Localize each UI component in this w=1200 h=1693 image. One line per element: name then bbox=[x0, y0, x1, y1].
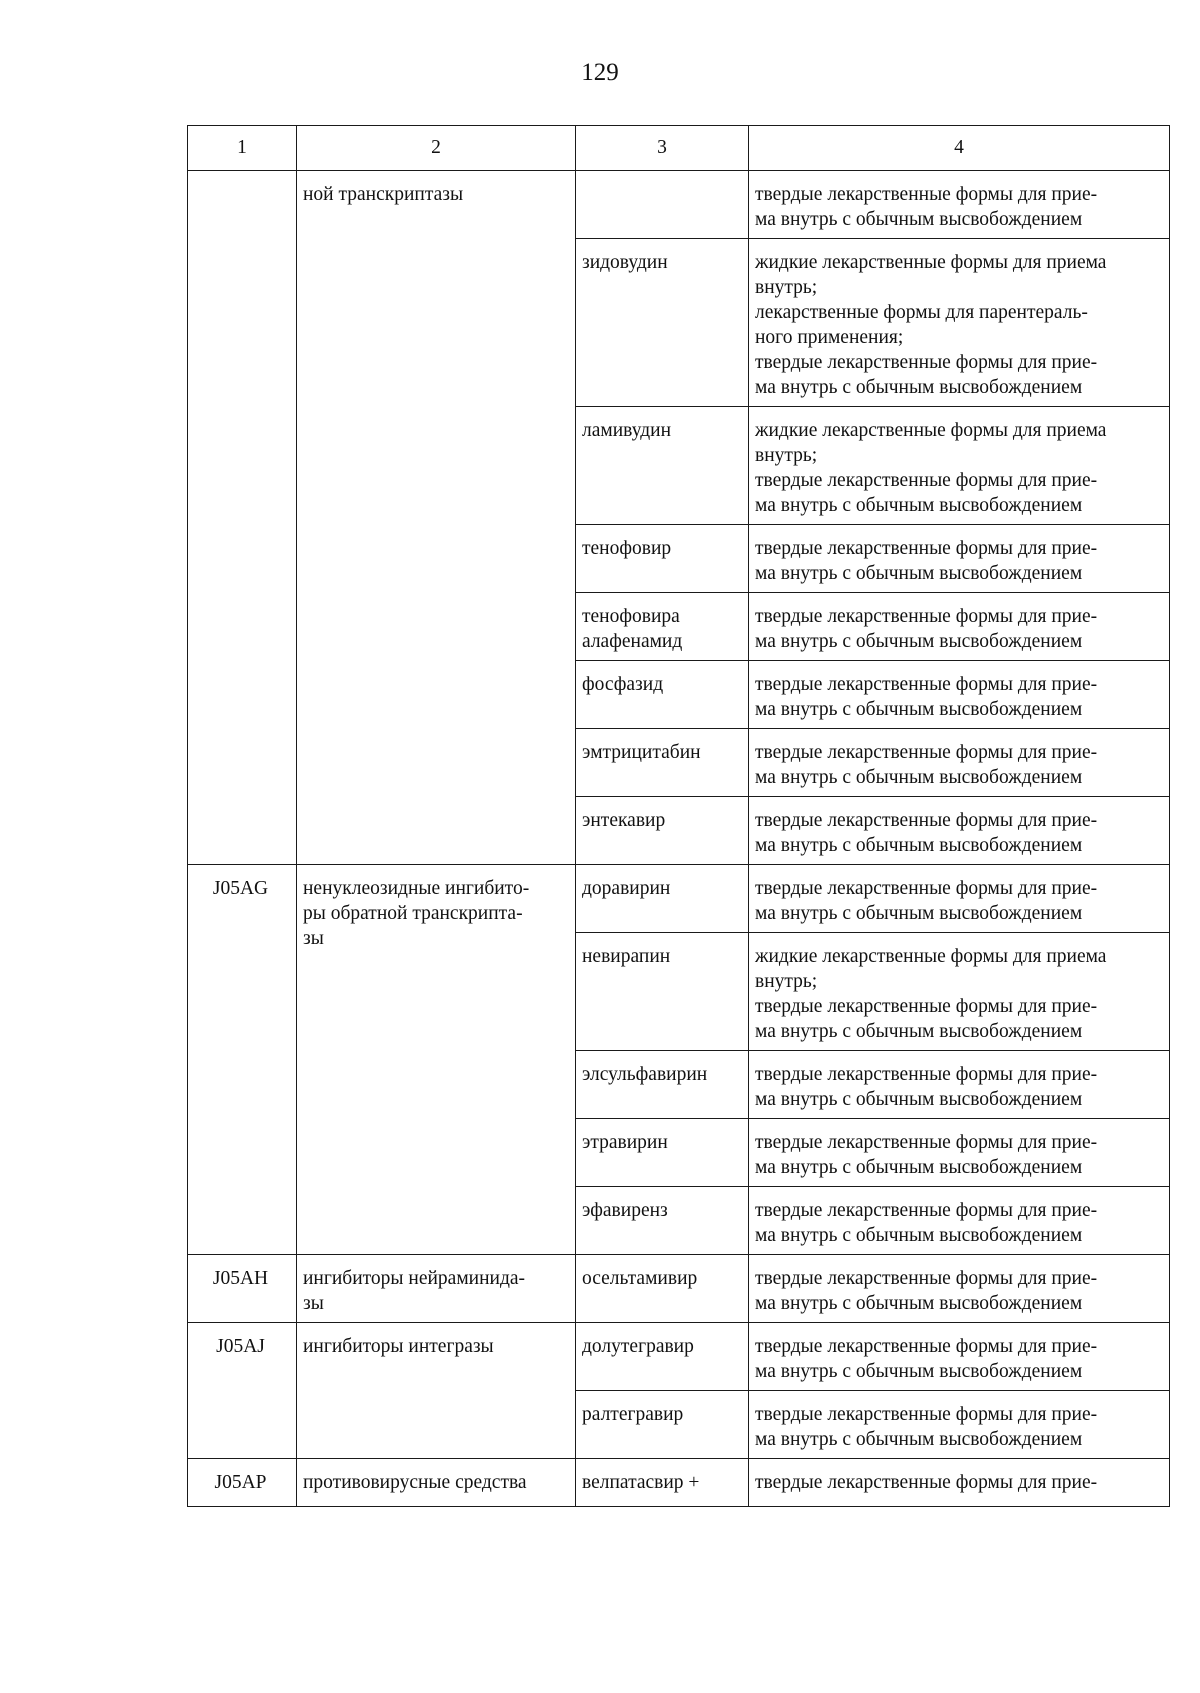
drug-name-line: невирапин bbox=[582, 946, 671, 967]
page-number: 129 bbox=[581, 59, 619, 86]
dosage-form-line: ма внутрь с обычным высвобождением bbox=[755, 495, 1083, 516]
group-name-line: ингибиторы нейраминида- bbox=[303, 1268, 526, 1289]
drug-name-cell bbox=[576, 797, 749, 865]
dosage-form-line: твердые лекарственные формы для прие- bbox=[755, 996, 1098, 1017]
group-name-line: ной транскриптазы bbox=[303, 184, 464, 205]
group-name-line: противовирусные средства bbox=[303, 1472, 527, 1493]
dosage-form-line: ного применения; bbox=[755, 327, 904, 348]
drug-name-cell bbox=[576, 729, 749, 797]
table-row bbox=[188, 1323, 1170, 1391]
drug-name-line: энтекавир bbox=[582, 810, 666, 831]
group-name-cell bbox=[297, 1323, 576, 1459]
group-name-line: зы bbox=[303, 1293, 324, 1314]
dosage-form-line: ма внутрь с обычным высвобождением bbox=[755, 1021, 1083, 1042]
dosage-form-line: жидкие лекарственные формы для приема bbox=[755, 420, 1107, 441]
dosage-form-line: ма внутрь с обычным высвобождением bbox=[755, 1293, 1083, 1314]
dosage-form-line: твердые лекарственные формы для прие- bbox=[755, 742, 1098, 763]
dosage-form-line: ма внутрь с обычным высвобождением bbox=[755, 1361, 1083, 1382]
drug-name-line: доравирин bbox=[582, 878, 671, 899]
drug-name-line: эфавиренз bbox=[582, 1200, 668, 1221]
dosage-form-line: твердые лекарственные формы для прие- bbox=[755, 674, 1098, 695]
drug-name-cell bbox=[576, 1391, 749, 1459]
table-row bbox=[188, 865, 1170, 933]
drug-name-cell bbox=[576, 407, 749, 525]
dosage-form-line: ма внутрь с обычным высвобождением bbox=[755, 1089, 1083, 1110]
drug-name-cell bbox=[576, 1323, 749, 1391]
group-name-cell bbox=[297, 1255, 576, 1323]
dosage-form-line: ма внутрь с обычным высвобождением bbox=[755, 1157, 1083, 1178]
dosage-forms-cell bbox=[749, 1459, 1170, 1507]
dosage-forms-cell bbox=[749, 407, 1170, 525]
dosage-form-line: ма внутрь с обычным высвобождением bbox=[755, 767, 1083, 788]
group-name-line: ингибиторы интегразы bbox=[303, 1336, 494, 1357]
dosage-form-line: ма внутрь с обычным высвобождением bbox=[755, 903, 1083, 924]
drug-name-cell bbox=[576, 239, 749, 407]
dosage-forms-cell bbox=[749, 593, 1170, 661]
header-col-3: 3 bbox=[576, 126, 749, 171]
dosage-form-line: твердые лекарственные формы для прие- bbox=[755, 1200, 1098, 1221]
dosage-form-line: внутрь; bbox=[755, 445, 818, 466]
dosage-form-line: жидкие лекарственные формы для приема bbox=[755, 252, 1107, 273]
dosage-forms-cell bbox=[749, 1255, 1170, 1323]
drug-name-line: осельтамивир bbox=[582, 1268, 698, 1289]
dosage-forms-cell bbox=[749, 865, 1170, 933]
dosage-form-line: внутрь; bbox=[755, 971, 818, 992]
atc-code-cell bbox=[188, 171, 297, 865]
table-row bbox=[188, 1459, 1170, 1507]
atc-code-cell: J05AJ bbox=[188, 1323, 297, 1459]
dosage-forms-cell bbox=[749, 933, 1170, 1051]
drug-name-line: тенофовир bbox=[582, 538, 672, 559]
drug-name-cell bbox=[576, 1051, 749, 1119]
drug-name-line: зидовудин bbox=[582, 252, 668, 273]
dosage-form-line: твердые лекарственные формы для прие- bbox=[755, 1268, 1098, 1289]
dosage-forms-cell bbox=[749, 239, 1170, 407]
header-col-4: 4 bbox=[749, 126, 1170, 171]
dosage-forms-cell bbox=[749, 1119, 1170, 1187]
drug-name-cell bbox=[576, 1255, 749, 1323]
dosage-form-line: твердые лекарственные формы для прие- bbox=[755, 1064, 1098, 1085]
drug-name-cell bbox=[576, 1459, 749, 1507]
drug-name-line: ламивудин bbox=[582, 420, 672, 441]
dosage-forms-cell bbox=[749, 1391, 1170, 1459]
dosage-form-line: внутрь; bbox=[755, 277, 818, 298]
drug-table bbox=[187, 125, 1170, 1507]
dosage-form-line: твердые лекарственные формы для прие- bbox=[755, 606, 1098, 627]
drug-name-cell bbox=[576, 1119, 749, 1187]
header-col-1: 1 bbox=[188, 126, 297, 171]
drug-name-line: фосфазид bbox=[582, 674, 664, 695]
drug-name-line: тенофовира bbox=[582, 606, 680, 627]
dosage-form-line: твердые лекарственные формы для прие- bbox=[755, 538, 1098, 559]
dosage-form-line: ма внутрь с обычным высвобождением bbox=[755, 835, 1083, 856]
dosage-form-line: твердые лекарственные формы для прие- bbox=[755, 810, 1098, 831]
drug-name-line: велпатасвир + bbox=[582, 1472, 700, 1493]
header-col-2: 2 bbox=[297, 126, 576, 171]
dosage-forms-cell bbox=[749, 1187, 1170, 1255]
drug-name-line: долутегравир bbox=[582, 1336, 694, 1357]
dosage-form-line: ма внутрь с обычным высвобождением bbox=[755, 377, 1083, 398]
dosage-form-line: твердые лекарственные формы для прие- bbox=[755, 1336, 1098, 1357]
dosage-form-line: твердые лекарственные формы для прие- bbox=[755, 352, 1098, 373]
group-name-cell bbox=[297, 865, 576, 1255]
dosage-form-line: ма внутрь с обычным высвобождением bbox=[755, 1429, 1083, 1450]
drug-name-line: эмтрицитабин bbox=[582, 742, 701, 763]
dosage-form-line: ма внутрь с обычным высвобождением bbox=[755, 563, 1083, 584]
atc-code-cell: J05AG bbox=[188, 865, 297, 1255]
dosage-form-line: ма внутрь с обычным высвобождением bbox=[755, 1225, 1083, 1246]
dosage-forms-cell bbox=[749, 1051, 1170, 1119]
group-name-line: зы bbox=[303, 928, 324, 949]
dosage-forms-cell bbox=[749, 661, 1170, 729]
dosage-form-line: лекарственные формы для парентераль- bbox=[755, 302, 1088, 323]
drug-name-line: ралтегравир bbox=[582, 1404, 684, 1425]
table-row bbox=[188, 1255, 1170, 1323]
dosage-forms-cell bbox=[749, 525, 1170, 593]
dosage-form-line: твердые лекарственные формы для прие- bbox=[755, 1472, 1098, 1493]
group-name-line: ненуклеозидные ингибито- bbox=[303, 878, 530, 899]
drug-name-cell bbox=[576, 1187, 749, 1255]
dosage-form-line: твердые лекарственные формы для прие- bbox=[755, 470, 1098, 491]
dosage-form-line: твердые лекарственные формы для прие- bbox=[755, 878, 1098, 899]
dosage-forms-cell bbox=[749, 1323, 1170, 1391]
header-row bbox=[188, 126, 1170, 171]
dosage-forms-cell bbox=[749, 171, 1170, 239]
dosage-form-line: ма внутрь с обычным высвобождением bbox=[755, 209, 1083, 230]
dosage-form-line: твердые лекарственные формы для прие- bbox=[755, 184, 1098, 205]
drug-name-cell bbox=[576, 865, 749, 933]
dosage-forms-cell bbox=[749, 729, 1170, 797]
drug-name-cell bbox=[576, 593, 749, 661]
table-body bbox=[188, 171, 1170, 1507]
drug-name-cell bbox=[576, 525, 749, 593]
dosage-form-line: твердые лекарственные формы для прие- bbox=[755, 1404, 1098, 1425]
table-row bbox=[188, 171, 1170, 239]
dosage-form-line: ма внутрь с обычным высвобождением bbox=[755, 699, 1083, 720]
group-name-cell bbox=[297, 1459, 576, 1507]
group-name-cell bbox=[297, 171, 576, 865]
dosage-forms-cell bbox=[749, 797, 1170, 865]
drug-name-line: алафенамид bbox=[582, 631, 683, 652]
dosage-form-line: жидкие лекарственные формы для приема bbox=[755, 946, 1107, 967]
drug-name-cell bbox=[576, 933, 749, 1051]
drug-name-line: этравирин bbox=[582, 1132, 668, 1153]
atc-code-cell: J05AP bbox=[188, 1459, 297, 1507]
atc-code-cell: J05AH bbox=[188, 1255, 297, 1323]
drug-name-cell bbox=[576, 661, 749, 729]
group-name-line: ры обратной транскрипта- bbox=[303, 903, 523, 924]
drug-name-cell bbox=[576, 171, 749, 239]
drug-name-line: элсульфавирин bbox=[582, 1064, 708, 1085]
dosage-form-line: твердые лекарственные формы для прие- bbox=[755, 1132, 1098, 1153]
dosage-form-line: ма внутрь с обычным высвобождением bbox=[755, 631, 1083, 652]
